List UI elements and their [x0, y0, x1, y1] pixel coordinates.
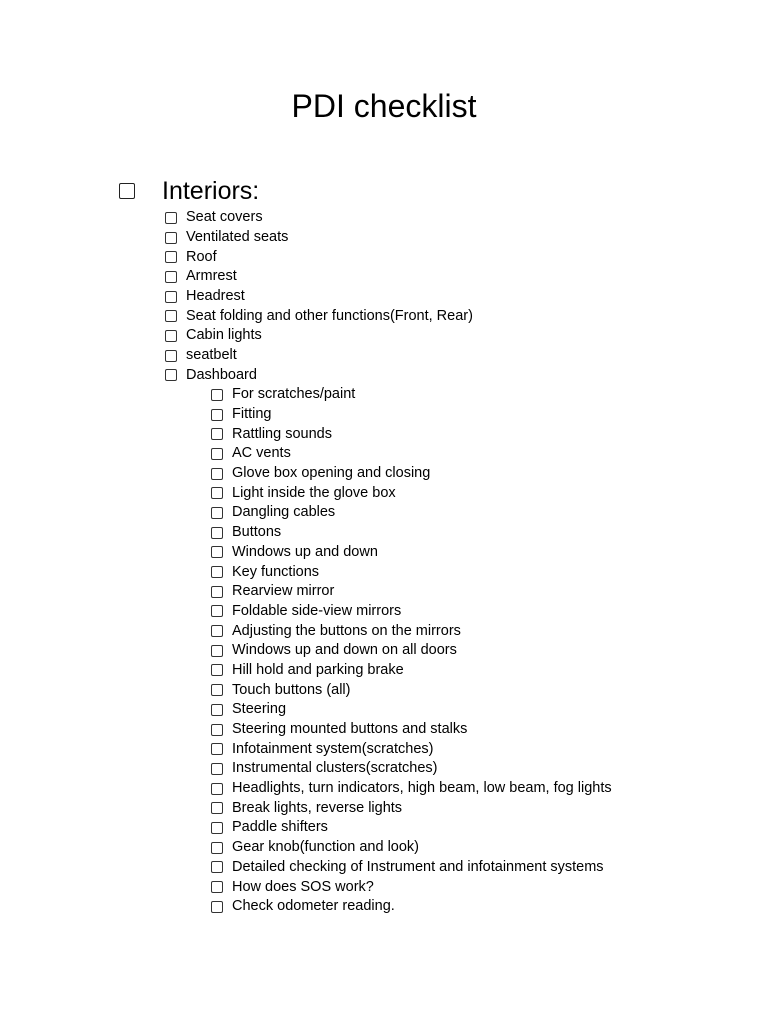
checklist-subitem-label: Headlights, turn indicators, high beam, low beam, fog lights: [232, 780, 612, 797]
checklist-item-label: Armrest: [186, 268, 237, 285]
checklist-subitem: [211, 543, 612, 563]
checklist-subitem-label: For scratches/paint: [232, 386, 356, 403]
section-interiors: [119, 173, 260, 209]
checklist-item-label: Ventilated seats: [186, 229, 289, 246]
checkbox[interactable]: [165, 369, 177, 381]
checkbox[interactable]: [211, 743, 223, 755]
checklist-item: [165, 366, 473, 386]
checklist-item-label: seatbelt: [186, 347, 237, 364]
checklist-subitem-label: Foldable side-view mirrors: [232, 602, 402, 619]
checkbox[interactable]: [165, 291, 177, 303]
checklist-item-label: Roof: [186, 248, 217, 265]
checkbox[interactable]: [211, 409, 223, 421]
checklist-subitem-label: Steering: [232, 701, 287, 718]
checkbox[interactable]: [165, 212, 177, 224]
checklist-subitem-label: Touch buttons (all): [232, 681, 351, 698]
checklist-subitem: [211, 602, 612, 622]
checklist-subitem: [211, 503, 612, 523]
checkbox[interactable]: [165, 310, 177, 322]
checklist-item-label: Headrest: [186, 288, 245, 305]
checklist-subitem: [211, 562, 612, 582]
checklist-subitem-label: Detailed checking of Instrument and infotainment systems: [232, 858, 604, 875]
checklist-subitem-label: Instrumental clusters(scratches): [232, 760, 438, 777]
checklist-subitem-label: Glove box opening and closing: [232, 465, 431, 482]
checklist-subitem: [211, 424, 612, 444]
checkbox[interactable]: [211, 566, 223, 578]
checkbox[interactable]: [211, 645, 223, 657]
dashboard-checklist: [211, 385, 612, 917]
checkbox[interactable]: [211, 389, 223, 401]
checklist-subitem-label: Buttons: [232, 524, 282, 541]
checklist-subitem-label: Adjusting the buttons on the mirrors: [232, 622, 461, 639]
checklist-subitem: [211, 483, 612, 503]
checklist-subitem: [211, 838, 612, 858]
checklist-item: [165, 267, 473, 287]
checklist-subitem: [211, 897, 612, 917]
checkbox[interactable]: [211, 664, 223, 676]
checklist-item: [165, 287, 473, 307]
checklist-subitem: [211, 444, 612, 464]
checklist-subitem-label: Hill hold and parking brake: [232, 661, 404, 678]
checkbox[interactable]: [211, 527, 223, 539]
checklist-subitem: [211, 405, 612, 425]
checkbox[interactable]: [211, 842, 223, 854]
checkbox[interactable]: [211, 881, 223, 893]
checklist-item: [165, 247, 473, 267]
checklist-item: [165, 228, 473, 248]
checklist-subitem-label: Steering mounted buttons and stalks: [232, 721, 468, 738]
checklist-item: [165, 208, 473, 228]
checklist-subitem-label: Break lights, reverse lights: [232, 799, 403, 816]
checkbox[interactable]: [165, 330, 177, 342]
checkbox[interactable]: [165, 232, 177, 244]
checkbox[interactable]: [211, 684, 223, 696]
checkbox[interactable]: [211, 468, 223, 480]
checkbox[interactable]: [211, 861, 223, 873]
checklist-subitem: [211, 798, 612, 818]
checkbox[interactable]: [211, 822, 223, 834]
checkbox[interactable]: [211, 586, 223, 598]
checkbox[interactable]: [165, 271, 177, 283]
checklist-subitem-label: Dangling cables: [232, 504, 336, 521]
checklist-subitem: [211, 385, 612, 405]
checkbox[interactable]: [211, 901, 223, 913]
checkbox[interactable]: [211, 625, 223, 637]
checklist-item: [165, 346, 473, 366]
checklist-subitem-label: Rearview mirror: [232, 583, 335, 600]
checklist-subitem: [211, 818, 612, 838]
checklist-subitem-label: Key functions: [232, 563, 320, 580]
checkbox[interactable]: [211, 783, 223, 795]
checklist-subitem: [211, 641, 612, 661]
checklist-subitem-label: Paddle shifters: [232, 819, 328, 836]
checklist-subitem: [211, 523, 612, 543]
checklist-item: [165, 326, 473, 346]
checklist-subitem: [211, 621, 612, 641]
checkbox[interactable]: [211, 802, 223, 814]
checklist-subitem-label: Windows up and down: [232, 543, 378, 560]
checkbox[interactable]: [211, 546, 223, 558]
checklist-item: [165, 306, 473, 326]
checklist-subitem: [211, 858, 612, 878]
section-label: Interiors:: [162, 177, 260, 205]
checkbox[interactable]: [211, 448, 223, 460]
checkbox[interactable]: [165, 350, 177, 362]
page-title: PDI checklist: [291, 88, 477, 124]
checkbox[interactable]: [211, 763, 223, 775]
checklist-subitem: [211, 680, 612, 700]
interiors-checklist: [165, 208, 473, 385]
checklist-subitem-label: Check odometer reading.: [232, 898, 395, 915]
checklist-subitem: [211, 720, 612, 740]
checklist-subitem: [211, 759, 612, 779]
checklist-subitem-label: Windows up and down on all doors: [232, 642, 457, 659]
checkbox[interactable]: [165, 251, 177, 263]
checklist-subitem: [211, 739, 612, 759]
checklist-subitem-label: AC vents: [232, 445, 291, 462]
checkbox[interactable]: [211, 487, 223, 499]
checklist-subitem-label: Infotainment system(scratches): [232, 740, 434, 757]
checkbox[interactable]: [211, 724, 223, 736]
section-checkbox[interactable]: [119, 183, 135, 199]
checklist-subitem-label: Rattling sounds: [232, 425, 332, 442]
checklist-subitem: [211, 661, 612, 681]
checklist-subitem-label: How does SOS work?: [232, 878, 374, 895]
checklist-item-label: Seat covers: [186, 209, 263, 226]
checklist-subitem-label: Gear knob(function and look): [232, 839, 419, 856]
checkbox[interactable]: [211, 605, 223, 617]
checklist-item-label: Dashboard: [186, 366, 257, 383]
checklist-subitem: [211, 464, 612, 484]
checklist-subitem: [211, 877, 612, 897]
checkbox[interactable]: [211, 507, 223, 519]
checklist-item-label: Seat folding and other functions(Front, Rear): [186, 307, 473, 324]
checklist-subitem: [211, 582, 612, 602]
checklist-subitem: [211, 700, 612, 720]
checklist-item-label: Cabin lights: [186, 327, 262, 344]
checklist-subitem-label: Fitting: [232, 406, 272, 423]
checkbox[interactable]: [211, 428, 223, 440]
checklist-subitem: [211, 779, 612, 799]
checklist-subitem-label: Light inside the glove box: [232, 484, 396, 501]
checkbox[interactable]: [211, 704, 223, 716]
